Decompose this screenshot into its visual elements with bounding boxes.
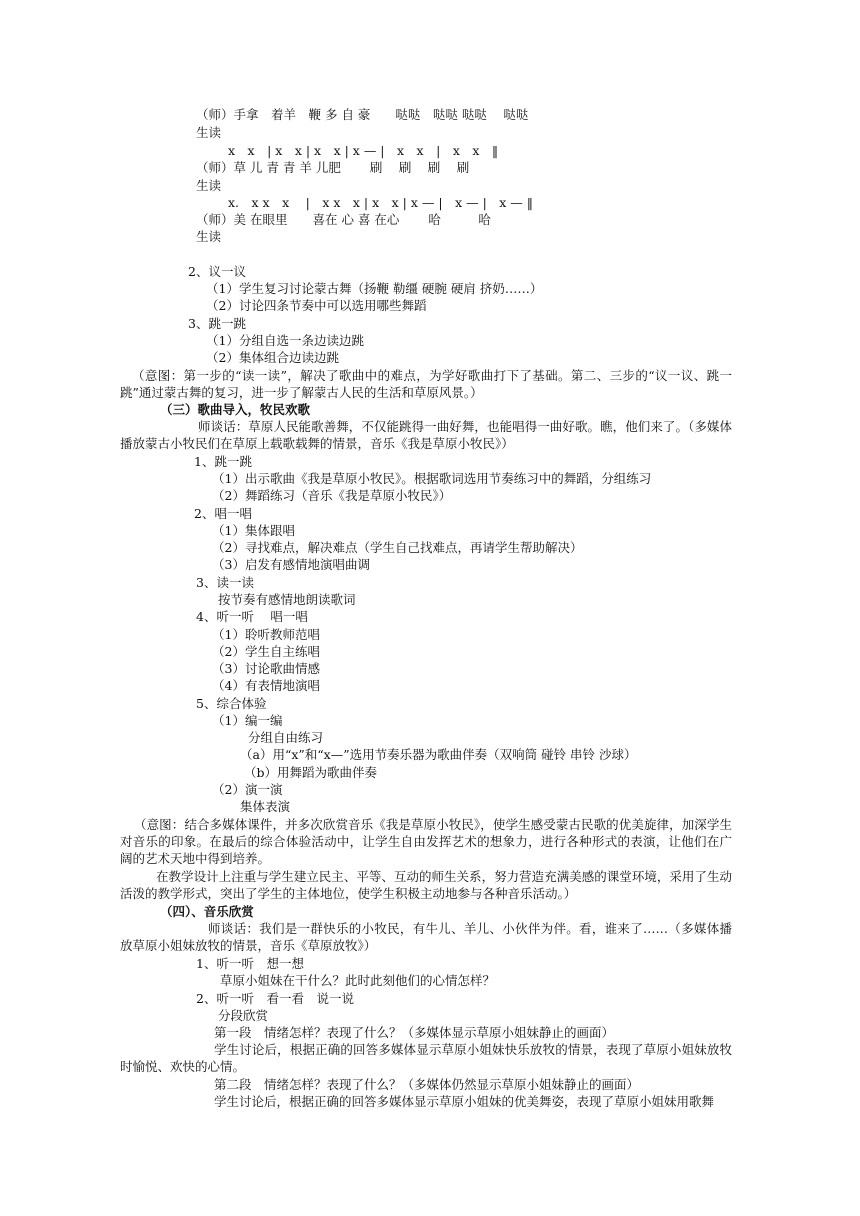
song-step-2-item-2: （2）寻找难点，解决难点（学生自己找难点，再请学生帮助解决） — [212, 540, 583, 555]
appreciate-step-2-item: 分段欣赏 — [218, 1008, 269, 1023]
step-dance-heading: 3、跳一跳 — [188, 316, 246, 331]
intent-paragraph-1: （意图：第一步的“读一读”，解决了歌曲中的难点，为学好歌曲打下了基础。第二、三步的“议一议、跳一跳”通过蒙古舞的复习，进一步了解蒙古人民的生活和草原风景。） — [120, 368, 732, 400]
rhythm-line-2: x x | x x | x x | x — | x x | x x ‖ — [228, 143, 499, 158]
song-step-5-heading: 5、综合体验 — [196, 696, 267, 711]
step-discuss-item-2: （2）讨论四条节奏中可以选用哪些舞蹈 — [206, 298, 427, 313]
appreciate-part-1-discussion: 学生讨论后，根据正确的回答多媒体显示草原小姐妹快乐放牧的情景，表现了草原小姐妹放牧时愉悦、欢快的心情。 — [120, 1042, 732, 1074]
step-discuss-item-1: （1）学生复习讨论蒙古舞（扬鞭 勒缰 硬腕 硬肩 挤奶……） — [206, 281, 543, 296]
song-step-2-item-3: （3）启发有感情地演唱曲调 — [212, 557, 370, 572]
song-step-2-heading: 2、唱一唱 — [194, 506, 252, 521]
appreciate-step-1-question: 草原小姐妹在干什么？此时此刻他们的心情怎样？ — [220, 973, 496, 988]
song-step-5-item-2-detail: 集体表演 — [240, 799, 291, 814]
song-step-3-item-1: 按节奏有感情地朗读歌词 — [218, 592, 356, 607]
song-step-1-heading: 1、跳一跳 — [194, 454, 252, 469]
song-step-4-item-2: （2）学生自主练唱 — [212, 644, 320, 659]
teacher-talk-paragraph-1: 师谈话：草原人民能歌善舞，不仅能跳得一曲好舞，也能唱得一曲好歌。瞧，他们来了。（多媒体播放蒙古小牧民们在草原上载歌载舞的情景，音乐《我是草原小牧民》） — [120, 419, 732, 451]
step-dance-item-2: （2）集体组合边读边跳 — [206, 350, 339, 365]
appreciate-part-1: 第一段 情绪怎样？表现了什么？（多媒体显示草原小姐妹静止的画面） — [214, 1025, 615, 1040]
teacher-talk-paragraph-2: 师谈话：我们是一群快乐的小牧民，有牛儿、羊儿、小伙伴为伴。看，谁来了……（多媒体播放草原小姐妹放牧的情景，音乐《草原放牧》） — [120, 921, 732, 953]
song-step-3-heading: 3、读一读 — [196, 575, 254, 590]
song-step-4-item-1: （1）聆听教师范唱 — [212, 627, 320, 642]
song-step-1-item-1: （1）出示歌曲《我是草原小牧民》。根据歌词选用节奏练习中的舞蹈，分组练习 — [212, 471, 652, 486]
song-step-5-item-1-a: （a）用“x”和“x—”选用节奏乐器为歌曲伴奏（双响筒 碰铃 串铃 沙球） — [240, 747, 637, 762]
student-read-3: 生读 — [196, 229, 222, 244]
song-step-4-heading: 4、听一听 唱一唱 — [196, 609, 308, 624]
song-step-5-item-1: （1）编一编 — [212, 713, 283, 728]
song-step-5-item-1-detail: 分组自由练习 — [248, 730, 324, 745]
song-step-1-item-2: （2）舞蹈练习（音乐《我是草原小牧民》） — [212, 488, 452, 503]
lyric-line-teacher-2: （师）草 儿 青 青 羊 儿肥 刷 刷 刷 刷 — [196, 160, 470, 175]
step-dance-item-1: （1）分组自选一条边读边跳 — [206, 333, 364, 348]
song-step-4-item-4: （4）有表情地演唱 — [212, 678, 320, 693]
student-read-1: 生读 — [196, 125, 222, 140]
section-heading-3: （三）歌曲导入，牧民欢歌 — [160, 402, 311, 417]
appreciate-step-2-heading: 2、听一听 看一看 说一说 — [196, 991, 354, 1006]
lyric-line-teacher-3: （师）美 在眼里 喜在 心 喜 在心 哈 哈 — [196, 212, 491, 227]
song-step-4-item-3: （3）讨论歌曲情感 — [212, 661, 320, 676]
song-step-5-item-1-b: （b）用舞蹈为歌曲伴奏 — [244, 765, 378, 780]
student-read-2: 生读 — [196, 178, 222, 193]
intent-paragraph-3: 在教学设计上注重与学生建立民主、平等、互动的师生关系，努力营造充满美感的课堂环境，采用了生动活泼的教学形式，突出了学生的主体地位，使学生积极主动地参与各种音乐活动。） — [120, 869, 732, 901]
section-heading-4: （四）、音乐欣赏 — [160, 904, 254, 919]
rhythm-line-3: x. x x x | x x x | x x | x — | x — | x — ‖ — [228, 195, 534, 210]
appreciate-step-1-heading: 1、听一听 想一想 — [196, 956, 304, 971]
appreciate-part-2-discussion: 学生讨论后，根据正确的回答多媒体显示草原小姐妹的优美舞姿，表现了草原小姐妹用歌舞 — [214, 1094, 715, 1109]
step-discuss-heading: 2、议一议 — [188, 264, 246, 279]
appreciate-part-2: 第二段 情绪怎样？表现了什么？（多媒体仍然显示草原小姐妹静止的画面） — [214, 1077, 640, 1092]
song-step-2-item-1: （1）集体跟唱 — [212, 523, 295, 538]
song-step-5-item-2: （2）演一演 — [212, 782, 283, 797]
intent-paragraph-2: （意图：结合多媒体课件，并多次欣赏音乐《我是草原小牧民》，使学生感受蒙古民歌的优美旋律，加深学生对音乐的印象。在最后的综合体验活动中，让学生自由发挥艺术的想象力，进行各种形式的表演，让他们在广阔的艺术天地中得到培养。 — [120, 817, 732, 866]
lyric-line-teacher-1: （师）手拿 着羊 鞭 多 自 豪 哒哒 哒哒 哒哒 哒哒 — [196, 107, 529, 122]
